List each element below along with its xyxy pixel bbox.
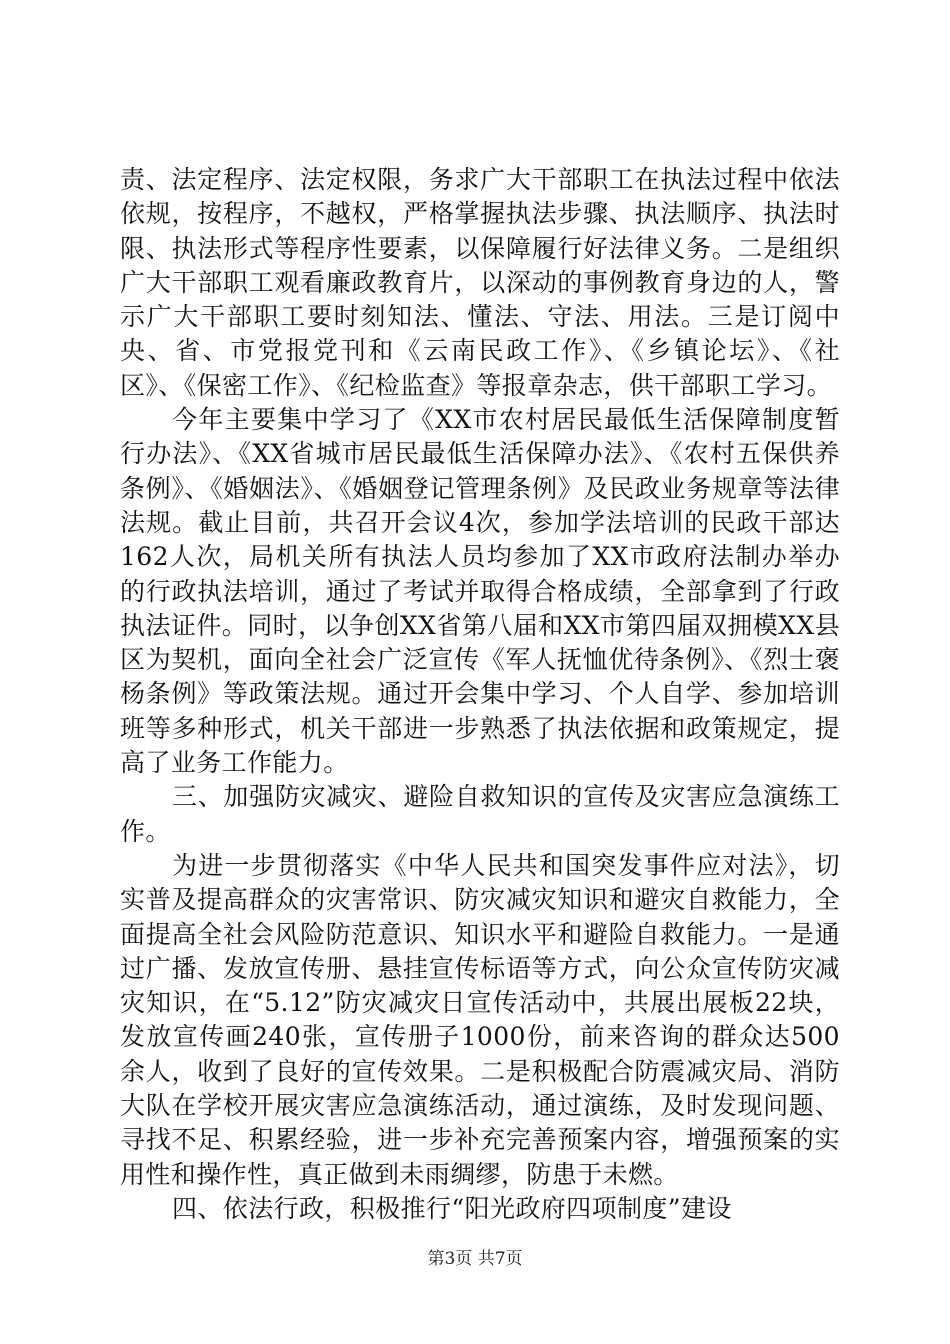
page-number-footer: 第3页 共7页 <box>427 1249 523 1269</box>
paragraph: 今年主要集中学习了《XX市农村居民最低生活保障制度暂行办法》、《XX省城市居民最低生活保障办法》、《农村五保供养条例》、《婚姻法》、《婚姻登记管理条例》及民政业务规章等法律法规。截止目前，共召开会议4次，参加学法培训的民政干部达162人次，局机关所有执法人员均参加了XX市政府法制办举办的行政执法培训，通过了考试并取得合格成绩，全部拿到了行政执法证件。同时，以争创XX省第八届和XX市第四届双拥模XX县区为契机，面向全社会广泛宣传《军人抚恤优待条例》、《烈士褒杨条例》等政策法规。通过开会集中学习、个人自学、参加培训班等多种形式，机关干部进一步熟悉了执法依据和政策规定，提高了业务工作能力。 <box>120 405 840 778</box>
document-body <box>120 163 840 1226</box>
section-heading: 四、依法行政，积极推行“阳光政府四项制度”建设 <box>172 1193 732 1223</box>
paragraph: 责、法定程序、法定权限，务求广大干部职工在执法过程中依法依规，按程序，不越权，严格掌握执法步骤、执法顺序、执法时限、执法形式等程序性要素，以保障履行好法律义务。二是组织广大干部职工观看廉政教育片，以深动的事例教育身边的人，警示广大干部职工要时刻知法、懂法、守法、用法。三是订阅中央、省、市党报党刊和《云南民政工作》、《乡镇论坛》、《社区》、《保密工作》、《纪检监查》等报章杂志，供干部职工学习。 <box>120 165 840 400</box>
paragraph: 为进一步贯彻落实《中华人民共和国突发事件应对法》，切实普及提高群众的灾害常识、防灾减灾知识和避灾自救能力，全面提高全社会风险防范意识、知识水平和避险自救能力。一是通过广播、发放宣传册、悬挂宣传标语等方式，向公众宣传防灾减灾知识，在“5.12”防灾减灾日宣传活动中，共展出展板22块，发放宣传画240张，宣传册子1000份，前来咨询的群众达500余人，收到了良好的宣传效果。二是积极配合防震减灾局、消防大队在学校开展灾害应急演练活动，通过演练，及时发现问题、寻找不足、积累经验，进一步补充完善预案内容，增强预案的实用性和操作性，真正做到未雨绸缪，防患于未燃。 <box>120 850 840 1189</box>
section-heading: 三、加强防灾减灾、避险自救知识的宣传及灾害应急演练工作。 <box>120 782 840 846</box>
